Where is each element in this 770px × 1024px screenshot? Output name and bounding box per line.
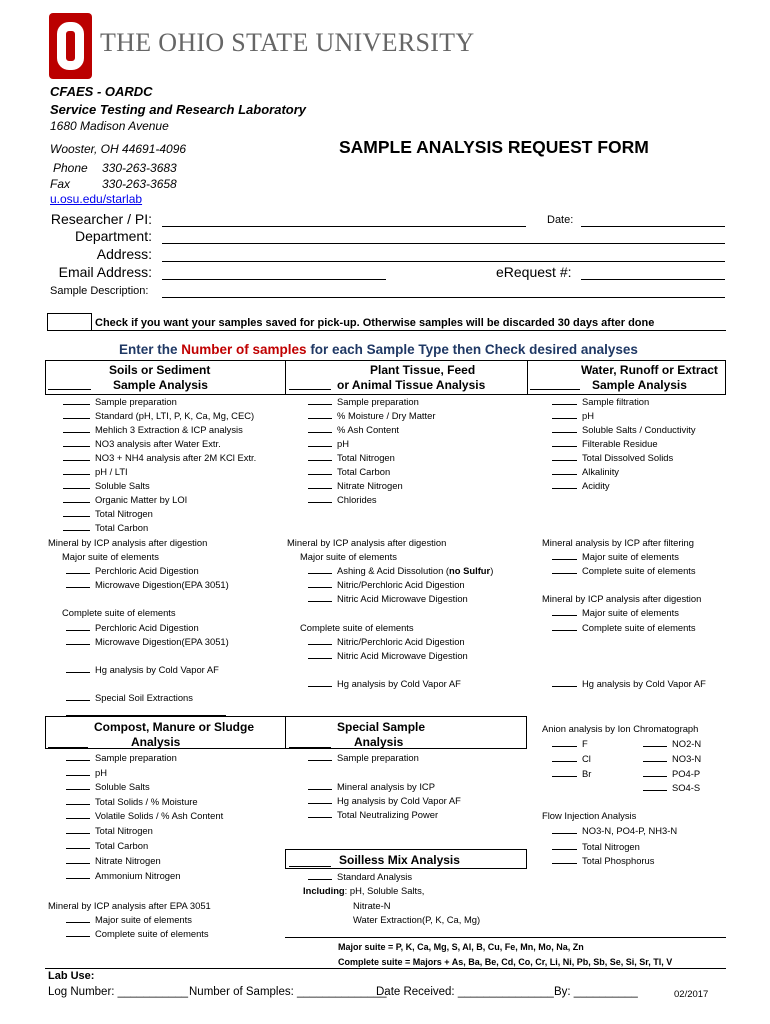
list-item[interactable]: Total Nitrogen: [66, 824, 223, 837]
col2-major: Major suite of elements: [300, 551, 397, 562]
list-item[interactable]: pH / LTI: [63, 465, 256, 478]
section-top: [45, 360, 726, 361]
list-item[interactable]: Sample preparation: [66, 751, 223, 764]
list-item[interactable]: NO3-N, PO4-P, NH3-N: [552, 824, 677, 837]
osu-logo: [49, 13, 92, 79]
email-label: Email Address:: [58, 264, 152, 280]
list-item[interactable]: Perchloric Acid Digestion: [66, 564, 199, 577]
compost-icp: Mineral by ICP analysis after EPA 3051: [48, 900, 211, 911]
col3-icp-digest: Mineral by ICP analysis after digestion: [542, 593, 702, 604]
list-item[interactable]: Total Nitrogen: [552, 840, 640, 853]
instruction-part1: Enter the: [119, 342, 182, 357]
list-item[interactable]: Standard (pH, LTI, P, K, Ca, Mg, CEC): [63, 409, 256, 422]
list-item[interactable]: Organic Matter by LOI: [63, 493, 256, 506]
list-item[interactable]: Sample preparation: [308, 751, 419, 764]
org-name: CFAES - OARDC: [50, 84, 153, 99]
including-text: : pH, Soluble Salts,: [344, 885, 425, 896]
special-header-1: Special Sample: [337, 720, 426, 734]
list-item[interactable]: Total Carbon: [308, 465, 435, 478]
researcher-label: Researcher / PI:: [50, 211, 152, 227]
col2-header-1: Plant Tissue, Feed: [370, 363, 476, 377]
pickup-text: Check if you want your samples saved for pick-up. Otherwise samples will be discarded 30 days after done: [95, 317, 655, 329]
list-item[interactable]: SO4-S: [643, 781, 700, 794]
divider: [47, 330, 726, 331]
col2-complete: Complete suite of elements: [300, 622, 414, 633]
instruction: [119, 342, 638, 357]
lab-name: Service Testing and Research Laboratory: [50, 102, 307, 117]
list-item[interactable]: Soluble Salts: [66, 780, 223, 793]
list-item[interactable]: Standard Analysis: [308, 870, 412, 883]
soilless-header: Soilless Mix Analysis: [339, 853, 460, 867]
section-mid1: [285, 360, 286, 395]
number-of-samples[interactable]: Number of Samples: ______________: [189, 986, 387, 998]
soilless-nitrate: Nitrate-N: [353, 900, 391, 911]
list-item[interactable]: pH: [552, 409, 696, 422]
sample-desc-label: Sample Description:: [50, 285, 149, 297]
list-item[interactable]: Major suite of elements: [66, 913, 192, 926]
form-version: 02/2017: [674, 989, 709, 1000]
phone-label: Phone: [53, 161, 88, 175]
list-item[interactable]: Mehlich 3 Extraction & ICP analysis: [63, 423, 256, 436]
list-item[interactable]: Major suite of elements: [552, 550, 679, 563]
col3-header-2: Sample Analysis: [592, 378, 687, 392]
list-item[interactable]: Hg analysis by Cold Vapor AF: [308, 794, 461, 807]
compost-list: [66, 751, 223, 882]
list-item[interactable]: Hg analysis by Cold Vapor AF: [66, 663, 219, 676]
list-item[interactable]: Microwave Digestion(EPA 3051): [66, 578, 229, 591]
date-field[interactable]: [581, 226, 725, 227]
address-field[interactable]: [162, 261, 725, 262]
list-item[interactable]: Nitrate Nitrogen: [66, 854, 223, 867]
suites-bottom: [45, 968, 726, 969]
compost-header-1: Compost, Manure or Sludge: [94, 720, 255, 734]
erequest-field[interactable]: [581, 279, 725, 280]
suites-divider: [285, 937, 726, 938]
instruction-emphasis: Number of samples: [181, 342, 307, 357]
list-item[interactable]: Cl: [552, 752, 591, 765]
list-item[interactable]: NO3 analysis after Water Extr.: [63, 437, 256, 450]
list-item[interactable]: Perchloric Acid Digestion: [66, 621, 199, 634]
list-item[interactable]: Complete suite of elements: [66, 927, 209, 940]
list-item[interactable]: NO3 + NH4 analysis after 2M KCl Extr.: [63, 451, 256, 464]
list-item[interactable]: Nitric Acid Microwave Digestion: [308, 649, 468, 662]
website-link[interactable]: u.osu.edu/starlab: [50, 192, 143, 206]
list-item[interactable]: Total Nitrogen: [63, 507, 256, 520]
list-item[interactable]: Total Carbon: [63, 521, 256, 534]
col1-count-field[interactable]: [48, 389, 91, 390]
erequest-label: eRequest #:: [496, 264, 572, 280]
col2-count-field[interactable]: [289, 389, 331, 390]
col3-count-field[interactable]: [530, 389, 580, 390]
city-address: Wooster, OH 44691-4096: [50, 142, 187, 156]
lab-use-label: Lab Use:: [48, 970, 95, 982]
list-item[interactable]: Total Phosphorus: [552, 854, 654, 867]
list-item[interactable]: F: [552, 737, 588, 750]
col1-header-1: Soils or Sediment: [109, 363, 211, 377]
list-item[interactable]: Special Soil Extractions: [66, 691, 193, 704]
list-item[interactable]: Total Carbon: [66, 839, 223, 852]
list-item[interactable]: NO2-N: [643, 737, 701, 750]
list-item[interactable]: Soluble Salts: [63, 479, 256, 492]
log-number[interactable]: Log Number: ___________: [48, 986, 189, 998]
list-item[interactable]: Major suite of elements: [552, 606, 679, 619]
list-item[interactable]: Microwave Digestion(EPA 3051): [66, 635, 229, 648]
email-field[interactable]: [162, 279, 386, 280]
list-item[interactable]: Total Nitrogen: [308, 451, 435, 464]
list-item[interactable]: pH: [66, 766, 223, 779]
department-field[interactable]: [162, 243, 725, 244]
including-label: Including: [303, 885, 345, 896]
street-address: 1680 Madison Avenue: [50, 119, 169, 133]
list-item[interactable]: Total Dissolved Solids: [552, 451, 696, 464]
list-item[interactable]: NO3-N: [643, 752, 701, 765]
soilless-count-field[interactable]: [289, 866, 331, 867]
list-item[interactable]: Hg analysis by Cold Vapor AF: [552, 677, 706, 690]
compost-count-field[interactable]: [48, 747, 88, 748]
anion-title: Anion analysis by Ion Chromatograph: [542, 723, 699, 734]
list-item[interactable]: Complete suite of elements: [552, 621, 696, 634]
phone-number: 330-263-3683: [102, 161, 177, 175]
list-item[interactable]: Alkalinity: [552, 465, 696, 478]
fax-number: 330-263-3658: [102, 177, 177, 191]
list-item[interactable]: Acidity: [552, 479, 696, 492]
list-item[interactable]: Total Solids / % Moisture: [66, 795, 223, 808]
soilless-including: [303, 884, 424, 897]
special-count-field[interactable]: [289, 747, 331, 748]
date-received[interactable]: Date Received: _______________: [376, 986, 554, 998]
col3-list: [552, 395, 696, 492]
pickup-checkbox[interactable]: [47, 313, 92, 331]
section-right: [725, 360, 726, 395]
complete-suite-def: Complete suite = Majors + As, Ba, Be, Cd, Co, Cr, Li, Ni, Pb, Sb, Se, Si, Sr, Tl, V: [338, 957, 673, 967]
col1-complete: Complete suite of elements: [62, 607, 176, 618]
department-label: Department:: [74, 228, 152, 244]
list-item[interactable]: Br: [552, 767, 591, 780]
col3-header-1: Water, Runoff or Extract: [581, 363, 718, 377]
list-item[interactable]: Sample preparation: [63, 395, 256, 408]
date-label: Date:: [547, 214, 574, 226]
list-item[interactable]: Nitric/Perchloric Acid Digestion: [308, 635, 465, 648]
list-item[interactable]: Mineral analysis by ICP: [308, 780, 435, 793]
list-item[interactable]: Soluble Salts / Conductivity: [552, 423, 696, 436]
major-suite-def: Major suite = P, K, Ca, Mg, S, Al, B, Cu, Fe, Mn, Mo, Na, Zn: [338, 942, 584, 952]
col1-list: [63, 395, 256, 534]
list-item[interactable]: pH: [308, 437, 435, 450]
instruction-part3: for each Sample Type then Check desired analyses: [306, 342, 638, 357]
compost-header-2: Analysis: [131, 735, 181, 749]
list-item[interactable]: Nitric/Perchloric Acid Digestion: [308, 578, 465, 591]
col2-header-2: or Animal Tissue Analysis: [337, 378, 486, 392]
list-item[interactable]: Nitrate Nitrogen: [308, 479, 435, 492]
list-item[interactable]: Nitric Acid Microwave Digestion: [308, 592, 468, 605]
list-item[interactable]: Sample preparation: [308, 395, 435, 408]
fax-label: Fax: [50, 177, 71, 191]
flow-injection-title: Flow Injection Analysis: [542, 810, 637, 821]
university-name: THE OHIO STATE UNIVERSITY: [100, 28, 475, 57]
col2-list: [308, 395, 435, 506]
list-item[interactable]: Filterable Residue: [552, 437, 696, 450]
col1-major: Major suite of elements: [62, 551, 159, 562]
form-title: SAMPLE ANALYSIS REQUEST FORM: [339, 137, 649, 157]
list-item[interactable]: Ammonium Nitrogen: [66, 869, 223, 882]
list-item[interactable]: Total Neutralizing Power: [308, 808, 438, 821]
list-item[interactable]: Complete suite of elements: [552, 564, 696, 577]
col1-icp: Mineral by ICP analysis after digestion: [48, 537, 208, 548]
received-by[interactable]: By: __________: [554, 986, 638, 998]
section-mid2: [527, 360, 528, 395]
section-left: [45, 360, 46, 395]
researcher-field[interactable]: [162, 226, 526, 227]
list-item[interactable]: PO4-P: [643, 767, 700, 780]
list-item[interactable]: Sample filtration: [552, 395, 696, 408]
list-item[interactable]: % Ash Content: [308, 423, 435, 436]
special-header-2: Analysis: [354, 735, 404, 749]
col2-icp: Mineral by ICP analysis after digestion: [287, 537, 447, 548]
list-item[interactable]: Hg analysis by Cold Vapor AF: [308, 677, 461, 690]
address-label: Address:: [96, 246, 152, 262]
sample-desc-field[interactable]: [162, 297, 725, 298]
soilless-water: Water Extraction(P, K, Ca, Mg): [353, 914, 481, 925]
list-item[interactable]: Chlorides: [308, 493, 435, 506]
list-item[interactable]: Ashing & Acid Dissolution (no Sulfur): [308, 564, 493, 577]
col3-icp-filter: Mineral analysis by ICP after filtering: [542, 537, 694, 548]
list-item[interactable]: % Moisture / Dry Matter: [308, 409, 435, 422]
list-item[interactable]: Volatile Solids / % Ash Content: [66, 809, 223, 822]
col1-header-2: Sample Analysis: [113, 378, 208, 392]
